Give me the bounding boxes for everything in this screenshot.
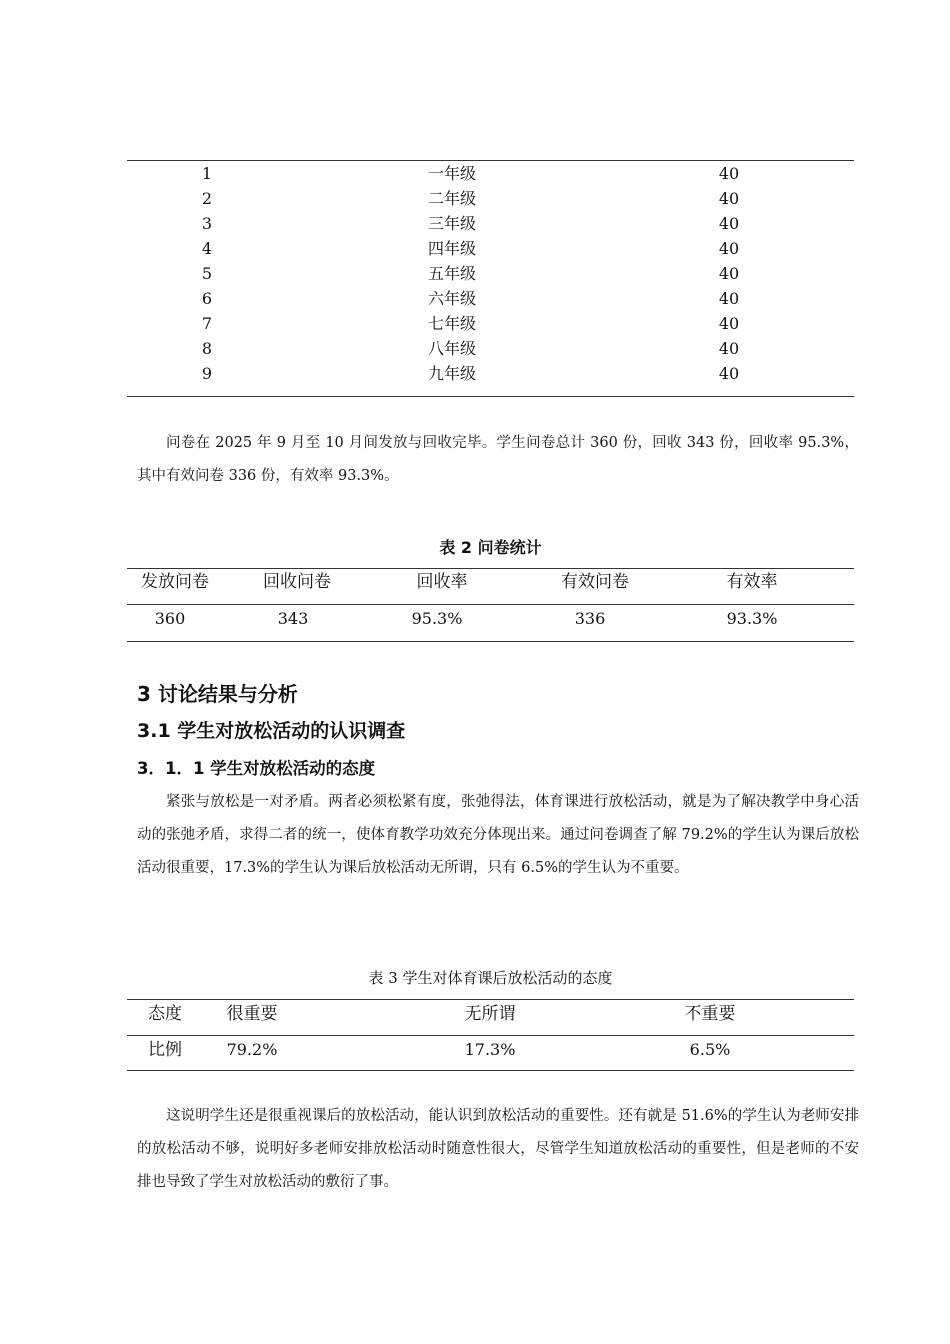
row-number: 8 <box>201 339 213 358</box>
class-count: 40 <box>718 314 740 333</box>
row-number: 3 <box>201 214 213 233</box>
grade-name: 八年级 <box>427 339 476 358</box>
class-count: 40 <box>718 214 740 233</box>
row-number: 5 <box>201 264 213 283</box>
column-header: 发放问卷 <box>141 572 209 592</box>
table-row <box>127 211 854 236</box>
section-heading: 3 讨论结果与分析 <box>137 682 298 706</box>
valid-count: 336 <box>574 609 606 628</box>
table-row <box>127 161 854 186</box>
row-number: 2 <box>201 189 213 208</box>
column-header: 有效率 <box>726 572 778 592</box>
not-important-pct: 6.5% <box>689 1040 731 1059</box>
column-header: 回收问卷 <box>263 572 331 592</box>
table-header-row <box>127 1000 854 1034</box>
table-row <box>127 261 854 286</box>
grade-name: 一年级 <box>427 164 476 183</box>
row-label: 比例 <box>148 1040 182 1060</box>
grade-name: 九年级 <box>427 364 476 383</box>
grade-name: 六年级 <box>427 289 476 308</box>
table2-caption: 表 2 问卷统计 <box>439 538 542 557</box>
column-header: 态度 <box>148 1004 182 1024</box>
table-row <box>127 605 854 639</box>
table-row <box>127 311 854 336</box>
subsubsection-heading: 3．1．1 学生对放松活动的态度 <box>137 759 376 778</box>
class-count: 40 <box>718 289 740 308</box>
returned-count: 343 <box>277 609 309 628</box>
issued-count: 360 <box>154 609 186 628</box>
column-header: 不重要 <box>684 1004 736 1024</box>
row-number: 4 <box>201 239 213 258</box>
table-row <box>127 186 854 211</box>
very-important-pct: 79.2% <box>226 1040 278 1059</box>
survey-paragraph: 问卷在 2025 年 9 月至 10 月间发放与回收完毕。学生问卷总计 360 份，回收 343 份，回收率 95.3%，其中有效问卷 336 份，有效率 93.3%。 <box>137 435 859 484</box>
grade-name: 三年级 <box>427 214 476 233</box>
table-row <box>127 361 854 386</box>
column-header: 回收率 <box>416 572 468 592</box>
column-header: 很重要 <box>226 1004 278 1024</box>
return-rate: 95.3% <box>411 609 463 628</box>
attitude-paragraph: 紧张与放松是一对矛盾。两者必须松紧有度，张弛得法，体育课进行放松活动，就是为了解决教学中身心活动的张弛矛盾，求得二者的统一，使体育教学功效充分体现出来。通过问卷调查了解 79.2%的学生认为课后放松活动很重要，17.3%的学生认为课后放松活动无所谓，只有 6.5%的学生认为不重要。 <box>137 794 859 876</box>
conclusion-paragraph: 这说明学生还是很重视课后的放松活动，能认识到放松活动的重要性。还有就是 51.6%的学生认为老师安排的放松活动不够，说明好多老师安排放松活动时随意性很大，尽管学生知道放松活动的重要性，但是老师的不安排也导致了学生对放松活动的敷衍了事。 <box>137 1108 859 1190</box>
indifferent-pct: 17.3% <box>464 1040 516 1059</box>
class-count: 40 <box>718 239 740 258</box>
row-number: 7 <box>201 314 213 333</box>
table-row <box>127 286 854 311</box>
row-number: 9 <box>201 364 213 383</box>
class-count: 40 <box>718 339 740 358</box>
row-number: 6 <box>201 289 213 308</box>
grade-name: 五年级 <box>427 264 476 283</box>
table-header-row <box>127 569 854 603</box>
valid-rate: 93.3% <box>726 609 778 628</box>
table3-caption: 表 3 学生对体育课后放松活动的态度 <box>368 969 613 987</box>
column-header: 无所谓 <box>464 1004 516 1024</box>
table-row <box>127 236 854 261</box>
class-count: 40 <box>718 264 740 283</box>
table2-bottom-rule <box>127 641 854 642</box>
table-row <box>127 1036 854 1070</box>
subsection-heading: 3.1 学生对放松活动的认识调查 <box>137 720 406 742</box>
grade-name: 二年级 <box>427 189 476 208</box>
class-count: 40 <box>718 164 740 183</box>
table-row <box>127 336 854 361</box>
grade-name: 七年级 <box>427 314 476 333</box>
class-count: 40 <box>718 364 740 383</box>
table3-bottom-rule <box>127 1070 854 1071</box>
table1-bottom-rule <box>127 396 854 397</box>
grade-name: 四年级 <box>427 239 476 258</box>
column-header: 有效问卷 <box>561 572 629 592</box>
class-count: 40 <box>718 189 740 208</box>
row-number: 1 <box>201 164 213 183</box>
